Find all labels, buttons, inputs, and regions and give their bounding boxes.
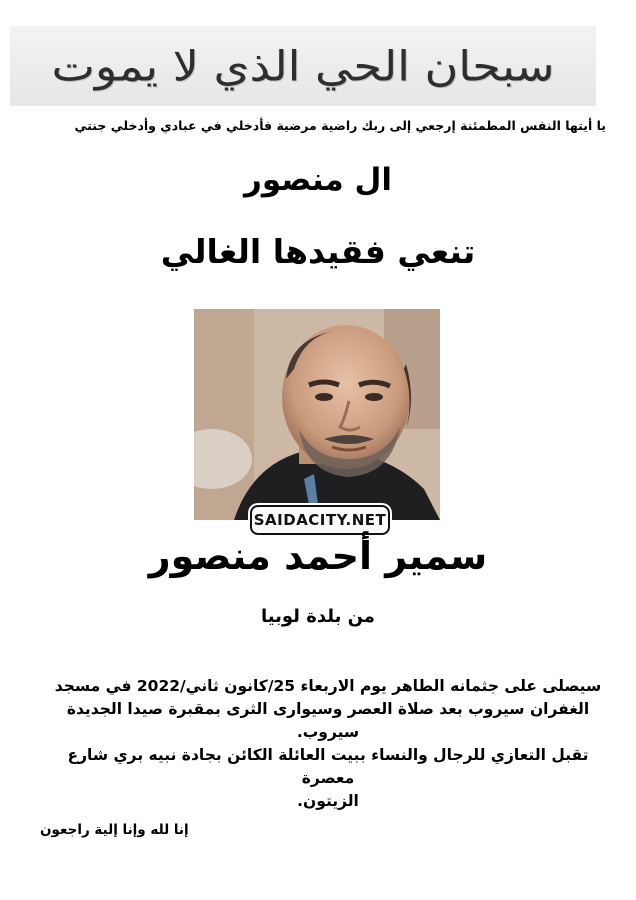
deceased-name: سمير أحمد منصور (148, 534, 488, 578)
condolence-details-line-2: الزيتون. (297, 792, 359, 810)
funeral-details-line-2: الغفران سيروب بعد صلاة العصر وسيوارى الثرى بمقبرة صيدا الجديدة سيروب. (66, 700, 590, 741)
mourning-heading: تنعي فقيدها الغالي (160, 232, 476, 271)
family-name-heading: ال منصور (244, 162, 392, 198)
calligraphy-text: سبحان الحي الذي لا يموت (51, 41, 555, 91)
condolence-details (48, 744, 608, 813)
portrait-illustration (194, 309, 440, 520)
closing-verse: إنا لله وإنا إلية راجعون (40, 822, 189, 838)
funeral-details-line-1: سيصلى على جثمانه الطاهر يوم الاربعاء 25/كانون ثاني/2022 في مسجد (54, 677, 602, 695)
deceased-origin: من بلدة لوبيا (261, 606, 375, 627)
condolence-details-line-1: تقبل التعازي للرجال والنساء ببيت العائلة الكائن بجادة نبيه بري شارع معصرة (67, 746, 589, 787)
quran-verse: يا أيتها النفس المطمئنة إرجعي إلى ربك راضية مرضية فأدخلي في عبادي وأدخلي جنتي (74, 118, 606, 133)
deceased-photo (194, 309, 440, 520)
calligraphy-banner (10, 26, 596, 106)
funeral-details (48, 675, 608, 744)
saidacity-watermark: SAIDACITY.NET (250, 505, 390, 535)
